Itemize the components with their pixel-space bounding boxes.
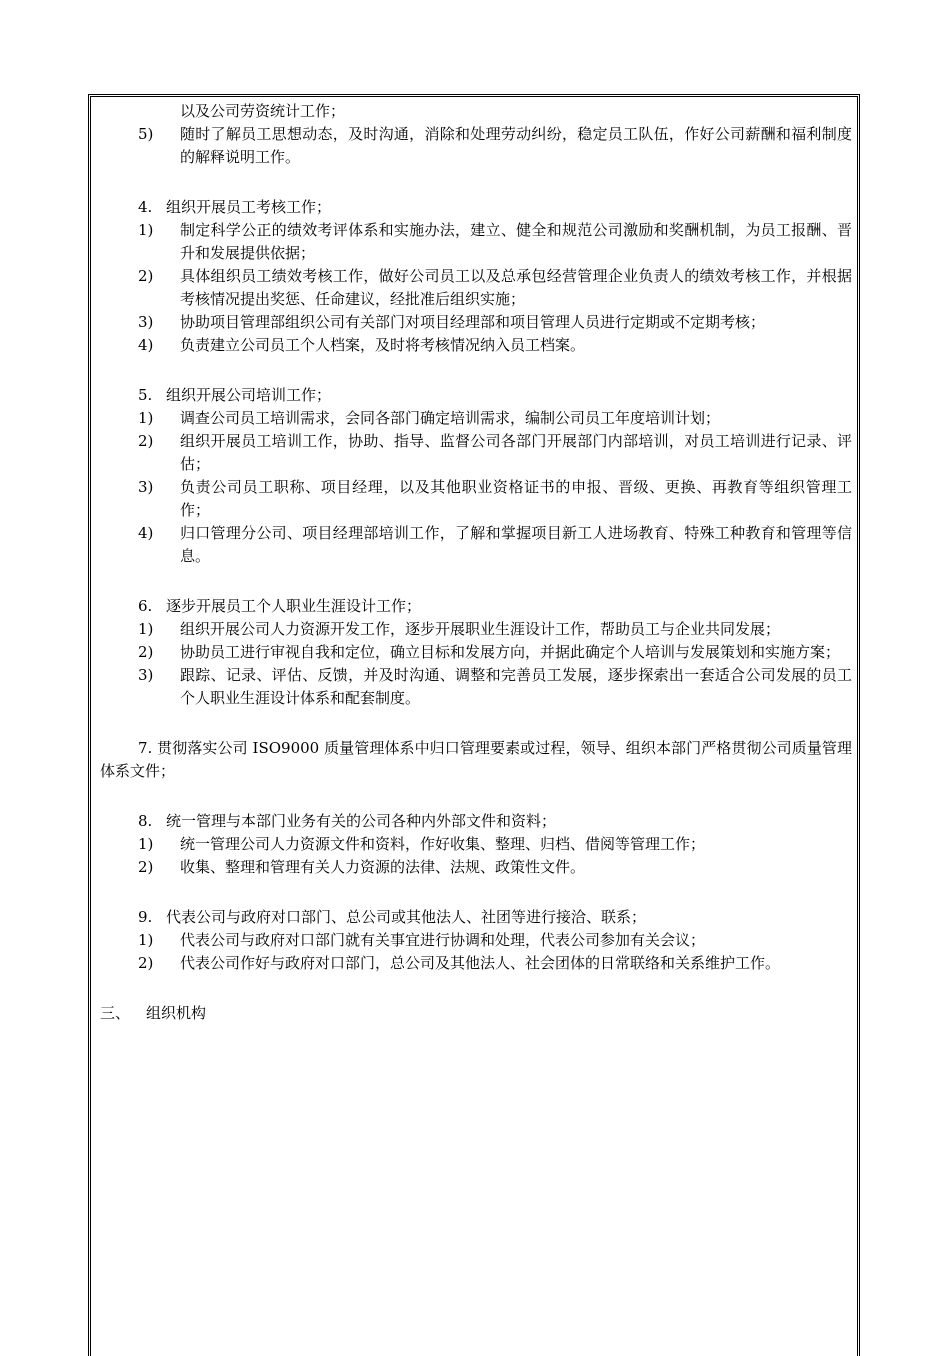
list-item <box>100 430 852 476</box>
continuation-line: 以及公司劳资统计工作； <box>180 102 346 120</box>
item-number: 2) <box>138 643 154 661</box>
item-text: 组织开展员工培训工作，协助、指导、监督公司各部门开展部门内部培训，对员工培训进行记录、评估； <box>180 432 852 473</box>
item-number: 1) <box>138 620 154 638</box>
section-three-heading <box>100 1002 852 1025</box>
item-text: 代表公司作好与政府对口部门，总公司及其他法人、社会团体的日常联络和关系维护工作。 <box>180 954 781 972</box>
item-text: 统一管理公司人力资源文件和资料，作好收集、整理、归档、借阅等管理工作； <box>180 835 706 853</box>
item-number: 2) <box>138 267 154 285</box>
document-body <box>100 100 852 1025</box>
item-number: 4) <box>138 336 154 354</box>
list-item <box>100 856 852 879</box>
item-number: 1) <box>138 835 154 853</box>
list-item <box>100 952 852 975</box>
item-text: 负责建立公司员工个人档案，及时将考核情况纳入员工档案。 <box>180 336 586 354</box>
heading-number: 8. <box>138 812 153 830</box>
section-heading <box>100 906 852 929</box>
list-item <box>100 219 852 265</box>
list-item <box>100 522 852 568</box>
heading-title: 逐步开展员工个人职业生涯设计工作； <box>166 597 422 615</box>
list-item <box>100 123 852 169</box>
section-number: 三、 <box>100 1004 131 1022</box>
section-heading <box>100 595 852 618</box>
heading-title: 统一管理与本部门业务有关的公司各种内外部文件和资料； <box>166 812 557 830</box>
item-number: 5) <box>138 125 154 143</box>
section-heading <box>100 810 852 833</box>
list-item <box>100 407 852 430</box>
list-item <box>100 476 852 522</box>
item-number: 4) <box>138 524 154 542</box>
heading-title: 组织开展员工考核工作； <box>166 198 332 216</box>
item-number: 3) <box>138 478 154 496</box>
item-text: 代表公司与政府对口部门就有关事宜进行协调和处理，代表公司参加有关会议； <box>180 931 706 949</box>
list-item <box>100 641 852 664</box>
list-item <box>100 664 852 710</box>
list-item <box>100 265 852 311</box>
list-item <box>100 929 852 952</box>
item-number: 1) <box>138 221 154 239</box>
item-text: 收集、整理和管理有关人力资源的法律、法规、政策性文件。 <box>180 858 586 876</box>
heading-title: 代表公司与政府对口部门、总公司或其他法人、社团等进行接洽、联系； <box>166 908 647 926</box>
paragraph-7: 7. 贯彻落实公司 ISO9000 质量管理体系中归口管理要素或过程，领导、组织本部门严格贯彻公司质量管理体系文件； <box>100 739 852 780</box>
heading-number: 6. <box>138 597 153 615</box>
section-heading <box>100 384 852 407</box>
section-heading <box>100 196 852 219</box>
item-text: 组织开展公司人力资源开发工作，逐步开展职业生涯设计工作，帮助员工与企业共同发展； <box>180 620 781 638</box>
list-item <box>100 311 852 334</box>
item-text: 具体组织员工绩效考核工作，做好公司员工以及总承包经营管理企业负责人的绩效考核工作，并根据考核情况提出奖惩、任命建议，经批准后组织实施； <box>180 267 852 308</box>
item-text: 随时了解员工思想动态，及时沟通，消除和处理劳动纠纷，稳定员工队伍，作好公司薪酬和福利制度的解释说明工作。 <box>180 125 852 166</box>
item-text: 归口管理分公司、项目经理部培训工作，了解和掌握项目新工人进场教育、特殊工种教育和管理等信息。 <box>180 524 852 565</box>
item-number: 2) <box>138 858 154 876</box>
item-text: 协助项目管理部组织公司有关部门对项目经理部和项目管理人员进行定期或不定期考核； <box>180 313 766 331</box>
list-item <box>100 833 852 856</box>
item-number: 3) <box>138 313 154 331</box>
item-text: 跟踪、记录、评估、反馈，并及时沟通、调整和完善员工发展，逐步探索出一套适合公司发展的员工个人职业生涯设计体系和配套制度。 <box>180 666 852 707</box>
item-number: 2) <box>138 432 154 450</box>
heading-number: 4. <box>138 198 153 216</box>
item-text: 调查公司员工培训需求，会同各部门确定培训需求，编制公司员工年度培训计划； <box>180 409 721 427</box>
heading-title: 组织开展公司培训工作； <box>166 386 332 404</box>
list-item <box>100 334 852 357</box>
heading-number: 9. <box>138 908 153 926</box>
section-title: 组织机构 <box>146 1004 207 1022</box>
item-text: 制定科学公正的绩效考评体系和实施办法，建立、健全和规范公司激励和奖酬机制，为员工报酬、晋升和发展提供依据； <box>180 221 852 262</box>
item-number: 2) <box>138 954 154 972</box>
heading-number: 5. <box>138 386 153 404</box>
item-number: 1) <box>138 931 154 949</box>
item-number: 1) <box>138 409 154 427</box>
item-text: 负责公司员工职称、项目经理，以及其他职业资格证书的申报、晋级、更换、再教育等组织管理工作； <box>180 478 852 519</box>
list-item <box>100 618 852 641</box>
item-text: 协助员工进行审视自我和定位，确立目标和发展方向，并据此确定个人培训与发展策划和实施方案； <box>180 643 841 661</box>
item-number: 3) <box>138 666 154 684</box>
